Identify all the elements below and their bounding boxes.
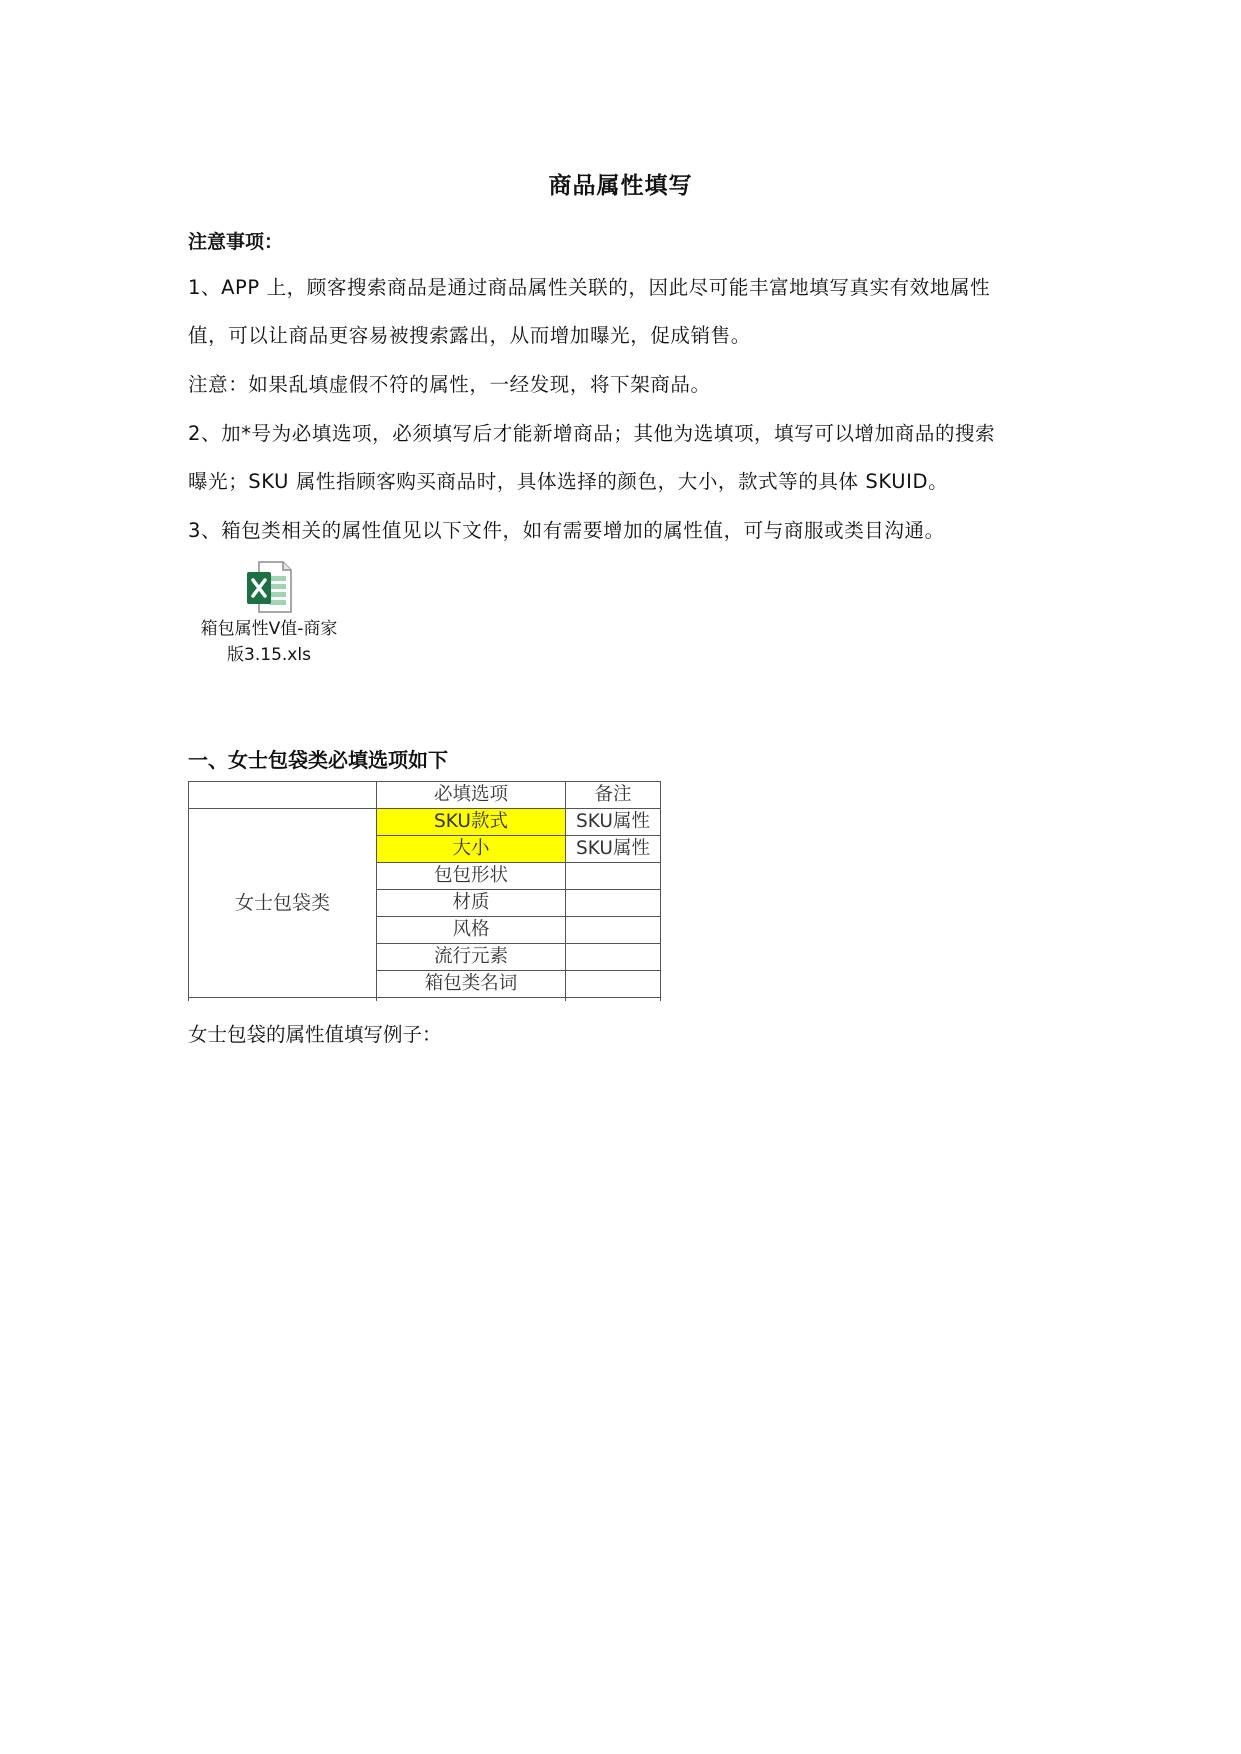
warning-note: 注意：如果乱填虚假不符的属性，一经发现，将下架商品。 [188, 373, 711, 396]
header-note: 备注 [566, 782, 661, 809]
note-cell [566, 971, 661, 998]
table-row [189, 809, 661, 836]
note-cell: SKU属性 [566, 809, 661, 836]
field-cell: 箱包类名词 [377, 971, 566, 998]
paragraph-2-line-2: 曝光；SKU 属性指顾客购买商品时，具体选择的颜色，大小，款式等的具体 SKUID。 [188, 470, 949, 493]
page-title: 商品属性填写 [548, 173, 693, 199]
note-cell [566, 863, 661, 890]
attachment-xls[interactable] [188, 560, 350, 668]
paragraph-1-line-1: 1、APP 上，顾客搜索商品是通过商品属性关联的，因此尽可能丰富地填写真实有效地属性 [188, 276, 991, 299]
field-cell: 大小 [377, 836, 566, 863]
paragraph-2-line-1: 2、加*号为必填选项，必须填写后才能新增商品；其他为选填项，填写可以增加商品的搜索 [188, 422, 996, 445]
category-cell: 女士包袋类 [189, 809, 377, 998]
attachment-name-line-2: 版3.15.xls [227, 645, 311, 665]
field-cell: SKU款式 [377, 809, 566, 836]
field-cell: 材质 [377, 890, 566, 917]
table-header-row [189, 782, 661, 809]
attachment-name-line-1: 箱包属性V值-商家 [200, 619, 338, 639]
table-row [189, 998, 661, 1002]
note-cell [566, 917, 661, 944]
section-heading: 一、女士包袋类必填选项如下 [188, 748, 448, 772]
field-cell: 包包形状 [377, 863, 566, 890]
category-cell-clipped [189, 998, 377, 1002]
required-fields-table [188, 781, 661, 1001]
header-required-field: 必填选项 [377, 782, 566, 809]
note-cell [566, 890, 661, 917]
note-cell [566, 944, 661, 971]
note-cell [566, 998, 661, 1002]
header-blank-cell [189, 782, 377, 809]
excel-file-icon [245, 560, 293, 614]
notice-heading: 注意事项： [188, 231, 284, 253]
paragraph-1-line-2: 值，可以让商品更容易被搜索露出，从而增加曝光，促成销售。 [188, 324, 751, 347]
required-fields-table-viewport [188, 781, 665, 1001]
field-cell [377, 998, 566, 1002]
note-cell: SKU属性 [566, 836, 661, 863]
paragraph-3: 3、箱包类相关的属性值见以下文件，如有需要增加的属性值，可与商服或类目沟通。 [188, 519, 945, 542]
example-caption: 女士包袋的属性值填写例子： [188, 1023, 442, 1046]
field-cell: 风格 [377, 917, 566, 944]
field-cell: 流行元素 [377, 944, 566, 971]
